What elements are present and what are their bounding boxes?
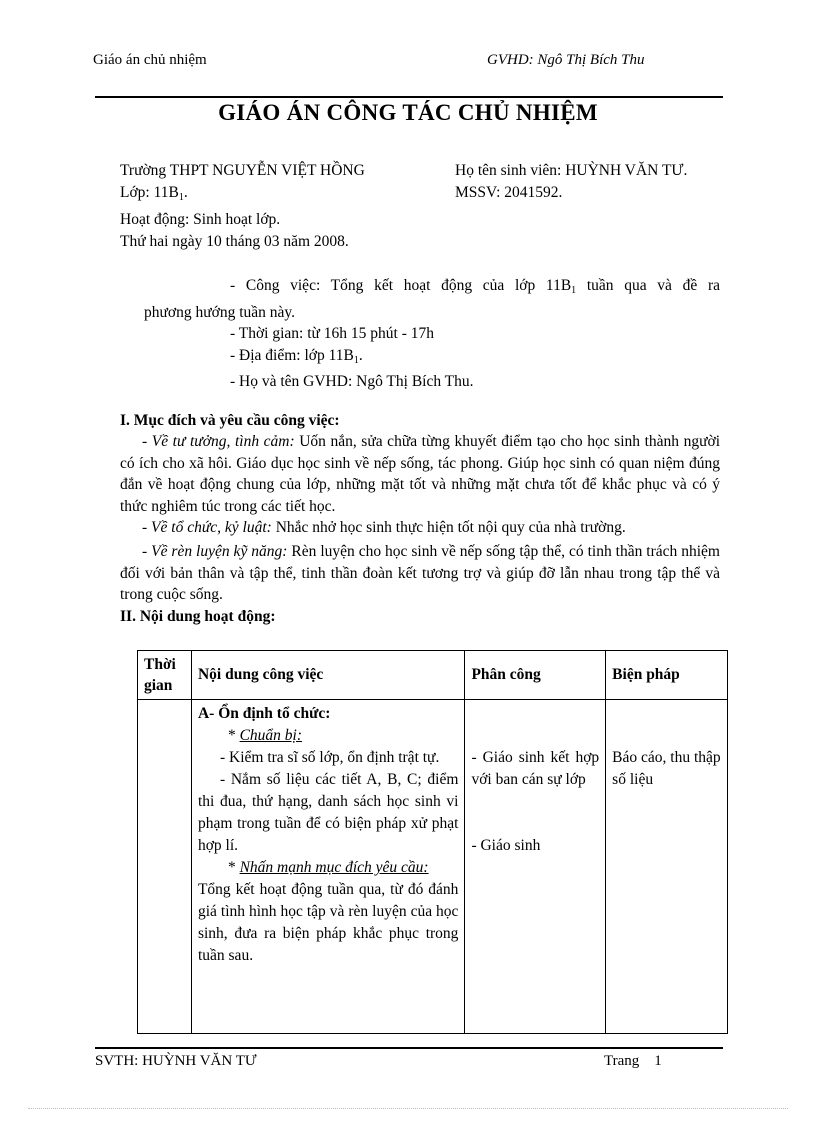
header-right: GVHD: Ngô Thị Bích Thu: [487, 52, 645, 68]
page-edge-divider: [28, 1108, 788, 1109]
info-left: [120, 160, 365, 253]
page-title: GIÁO ÁN CÔNG TÁC CHỦ NHIỆM: [218, 100, 598, 125]
col-header-time: Thời gian: [138, 651, 192, 700]
measure-cell: [606, 700, 728, 1034]
assign-cell: [465, 700, 606, 1034]
table-header-row: [138, 651, 728, 700]
footer-left: SVTH: HUỲNH VĂN TƯ: [95, 1053, 257, 1069]
purpose-text: Tổng kết hoạt động tuần qua, từ đó đánh giá tình hình học tập và rèn luyện của học sinh, đưa ra biện pháp khắc phục trong tuần sau.: [197, 881, 459, 964]
class-line: Lớp: $11B_1$.: [120, 184, 188, 203]
col-header-content: Nội dung công việc: [191, 651, 464, 700]
info-right: [455, 160, 687, 204]
section1-para1: - Về tư tưởng, tình cảm: Uốn nắn, sửa chữa từng khuyết điểm tạo cho học sinh thành người có ích cho xã hôi. Giáo dục học sinh về nếp sống, tác phong. Giúp học sinh có quan niệm đúng đắn về hoạt động chung của lớp, những mặt tốt và những mặt chưa tốt để khắc phục và có ý thức nghiêm túc trong các tiết học.: [120, 433, 720, 515]
footer-page: Trang 1: [604, 1053, 662, 1069]
section-a-heading: A- Ổn định tổ chức:: [197, 705, 331, 722]
section1-para3: - Về rèn luyện kỹ năng: Rèn luyện cho học sinh về nếp sống tập thể, có tinh thần trách nhiệm đối với bản thân và tập thể, tinh thần đoàn kết tương trợ và giúp đỡ lẫn nhau trong tập thể và trong cuộc sống.: [120, 543, 720, 603]
assign-1: - Giáo sinh kết hợp với ban cán sự lớp: [471, 749, 600, 788]
time-cell: [138, 700, 192, 1034]
section1-heading: I. Mục đích và yêu cầu công việc:: [120, 412, 340, 429]
section2-heading: II. Nội dung hoạt động:: [120, 608, 276, 625]
date-line: Thứ hai ngày 10 tháng 03 năm 2008.: [120, 233, 349, 250]
student-line: Họ tên sinh viên: HUỲNH VĂN TƯ.: [455, 162, 688, 179]
header-left: Giáo án chủ nhiệm: [93, 52, 207, 68]
work-cont-line: phương hướng tuần này.: [144, 303, 296, 321]
header-rule: [95, 96, 723, 98]
summary-block: [144, 275, 720, 393]
mssv-line: MSSV: 2041592.: [455, 184, 563, 201]
prep-line: * Chuẩn bị:: [227, 727, 303, 744]
teacher-line: - Họ và tên GVHD: Ngô Thị Bích Thu.: [230, 373, 474, 390]
col-header-assign: Phân công: [465, 651, 606, 700]
work-line: - Công việc: Tổng kết hoạt động của lớp $11B_1$ tuần qua và đề ra: [230, 277, 720, 296]
place-line: - Địa điểm: lớp $11B_1$.: [230, 346, 363, 366]
content-cell: [191, 700, 464, 1034]
footer-rule: [95, 1047, 723, 1049]
table-row: [138, 700, 728, 1034]
activity-table: [137, 650, 728, 1034]
prep-item-2: - Nắm số liệu các tiết A, B, C; điểm thi đua, thứ hạng, danh sách học sinh vi phạm trong tuần để có biện pháp xử phạt hợp lí.: [197, 771, 459, 854]
purpose-line: * Nhấn mạnh mục đích yêu cầu:: [227, 859, 429, 876]
section1-para2: - Về tổ chức, kỷ luật: Nhắc nhở học sinh thực hiện tốt nội quy của nhà trường.: [142, 519, 626, 536]
assign-2: - Giáo sinh: [471, 837, 541, 854]
prep-item-1: - Kiểm tra sĩ số lớp, ổn định trật tự.: [219, 749, 440, 766]
time-line: - Thời gian: từ 16h 15 phút - 17h: [230, 325, 435, 342]
school-line: Trường THPT NGUYỄN VIỆT HỒNG: [120, 162, 365, 179]
activity-line: Hoạt động: Sinh hoạt lớp.: [120, 211, 281, 228]
col-header-measure: Biện pháp: [606, 651, 728, 700]
measure-text: Báo cáo, thu thập số liệu: [612, 749, 721, 788]
